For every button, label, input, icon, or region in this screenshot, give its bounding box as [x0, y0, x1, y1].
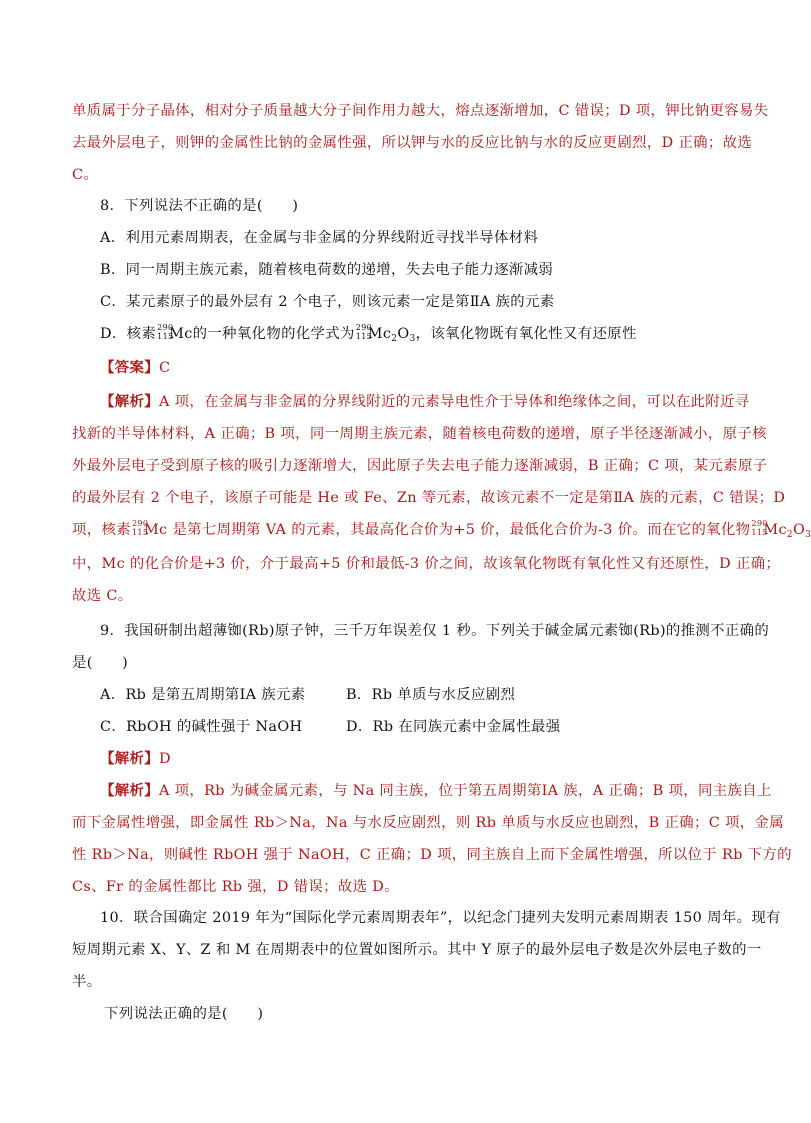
q8-option-d-prefix: D．核素: [100, 326, 157, 342]
q9-stem: 是( ): [72, 655, 129, 671]
nuclide-notation: [156, 323, 174, 344]
q10-question: 下列说法正确的是( ): [104, 1006, 264, 1022]
q8-option-a: A．利用元素周期表，在金属与非金属的分界线附近寻找半导体材料: [100, 230, 539, 246]
q8-option-b: B．同一周期主族元素，随着核电荷数的递增，失去电子能力逐渐减弱: [100, 262, 554, 278]
q9-option-d: D．Rb 在同族元素中金属性最强: [346, 719, 561, 735]
q10-stem: 短周期元素 X、Y、Z 和 M 在周期表中的位置如图所示。其中 Y 原子的最外层电子数是次外层电子数的一: [72, 942, 762, 958]
q9-stem: 9．我国研制出超薄铷(Rb)原子钟，三千万年误差仅 1 秒。下列关于碱金属元素铷(Rb)的推测不正确的: [100, 623, 770, 639]
nuclide-notation: 290 115: [131, 519, 149, 537]
answer-tag: 【答案】: [100, 359, 159, 376]
q8-option-c: C．某元素原子的最外层有 2 个电子，则该元素一定是第ⅡA 族的元素: [100, 294, 555, 310]
atomic-number: 115: [157, 332, 174, 341]
q8-explanation-line: 项，核素 290 115 Mc 是第七周期第 VA 的元素，其最高化合价为+5 价，最低化合价为-3 价。而在它的氧化物 290 115 $Mc_2O_3$: [72, 519, 811, 540]
nuclide-notation: [355, 323, 373, 344]
q8-explanation-line: 故选 C。: [72, 588, 133, 604]
q8-stem: 8．下列说法不正确的是( ): [100, 198, 299, 214]
mass-number: 290: [355, 323, 373, 332]
q10-stem: 半。: [72, 974, 102, 990]
explanation-tag: 【解析】: [100, 393, 159, 410]
q10-stem: 10．联合国确定 2019 年为“国际化学元素周期表年”，以纪念门捷列夫发明元素周期表 150 周年。现有: [100, 910, 781, 926]
q9-answer: [100, 749, 171, 769]
mass-number: 290: [157, 323, 174, 332]
q9-explanation-line: Cs、Fr 的金属性都比 Rb 强，D 错误；故选 D。: [72, 879, 399, 895]
q8-option-d-suffix: ，该氧化物既有氧化性又有还原性: [415, 326, 637, 342]
atomic-number: 115: [355, 332, 373, 341]
q8-explanation-line: 找新的半导体材料，A 正确；B 项，同一周期主族元素，随着核电荷数的递增，原子半径逐渐减小，原子核: [72, 426, 767, 442]
q7-explanation-line: 单质属于分子晶体，相对分子质量越大分子间作用力越大，熔点逐渐增加，C 错误；D 项，钾比钠更容易失: [72, 103, 769, 119]
q7-explanation-line: 去最外层电子，则钾的金属性比钠的金属性强，所以钾与水的反应比钠与水的反应更剧烈，D 正确；故选: [72, 135, 753, 151]
q8-option-d: [100, 324, 637, 344]
q9-explanation-line: 性 Rb＞Na，则碱性 RbOH 强于 NaOH，C 正确；D 项，同主族自上而下金属性增强，所以位于 Rb 下方的: [72, 847, 792, 863]
q8-explanation-line: 【解析】A 项，在金属与非金属的分界线附近的元素导电性介于导体和绝缘体之间，可以在此附近寻: [100, 393, 750, 410]
answer-value: C: [158, 360, 171, 376]
q8-answer: [100, 358, 170, 378]
oxide-formula: $Mc_2O_3$: [763, 522, 811, 540]
q8-option-d-mid: 的一种氧化物的化学式为: [192, 326, 355, 342]
element-symbol: Mc: [169, 326, 193, 342]
q9-option-a: A．Rb 是第五周期第ⅠA 族元素: [100, 687, 306, 703]
oxide-formula: $Mc_2O_3$: [367, 326, 416, 344]
q9-option-c: C．RbOH 的碱性强于 NaOH: [100, 719, 303, 735]
answer-value: D: [158, 751, 171, 767]
q8-explanation-line: 的最外层有 2 个电子，该原子可能是 He 或 Fe、Zn 等元素，故该元素不一定是第ⅡA 族的元素，C 错误；D: [72, 490, 786, 506]
q9-explanation-line: 而下金属性增强，即金属性 Rb＞Na，Na 与水反应剧烈，则 Rb 单质与水反应也剧烈，B 正确；C 项，金属: [72, 815, 784, 831]
explanation-tag: 【解析】: [100, 782, 159, 799]
q9-option-b: B．Rb 单质与水反应剧烈: [346, 687, 516, 703]
q8-explanation-line: 中，Mc 的化合价是+3 价，介于最高+5 价和最低-3 价之间，故该氧化物既有氧化性又有还原性，D 正确；: [72, 556, 781, 572]
nuclide-notation: 290 115: [751, 519, 768, 537]
q7-explanation-line: C。: [72, 167, 99, 183]
answer-tag: 【解析】: [100, 750, 159, 767]
q8-explanation-line: 外最外层电子受到原子核的吸引力逐渐增大，因此原子失去电子能力逐渐减弱，B 正确；C 项，某元素原子: [72, 458, 768, 474]
q9-explanation-line: 【解析】A 项，Rb 为碱金属元素，与 Na 同主族，位于第五周期第ⅠA 族，A 正确；B 项，同主族自上: [100, 782, 772, 799]
